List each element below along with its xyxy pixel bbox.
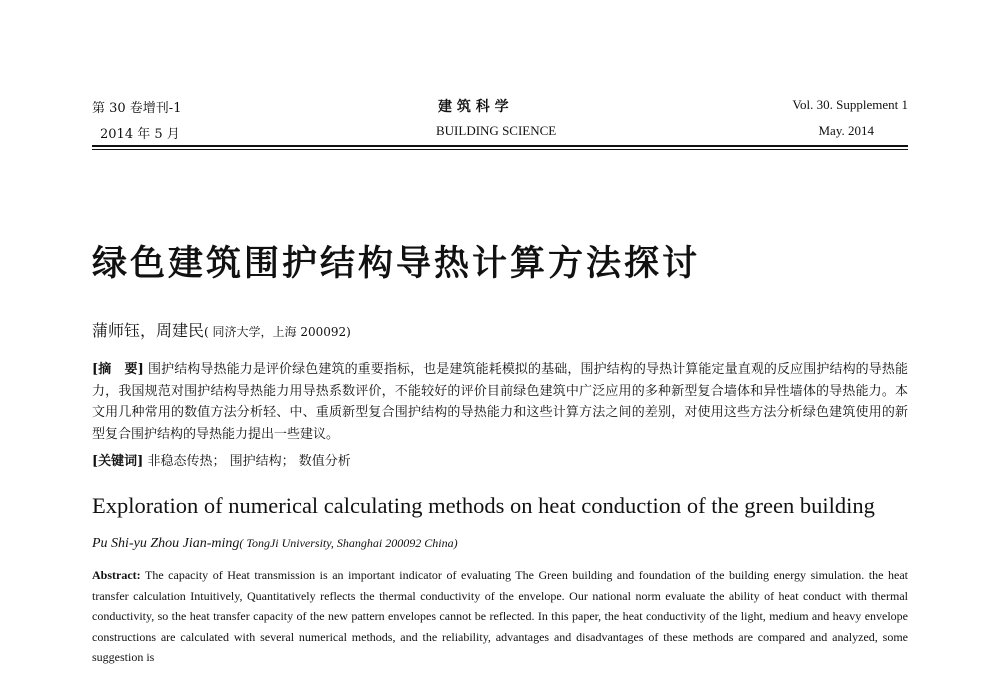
journal-name-cn: 建 筑 科 学 xyxy=(438,99,509,115)
abstract-en-label: Abstract: xyxy=(92,568,141,582)
author-names-en: Pu Shi-yu Zhou Jian-ming xyxy=(92,536,240,551)
author-names-cn: 蒲师钰，周建民 xyxy=(92,321,205,340)
authors-en xyxy=(92,536,458,552)
paper-title-en: Exploration of numerical calculating methods on heat conduction of the green building xyxy=(92,493,875,518)
keywords-cn-label: [关键词] xyxy=(92,454,144,469)
date-cn: 2014 年 5 月 xyxy=(100,127,180,142)
abstract-en-text: The capacity of Heat transmission is an important indicator of evaluating The Green building and foundation of the building energy simulation. the heat transfer calculation Intuitively, Quantitatively reflects the thermal conductivity of the envelope. Our national norm evaluate the ability of heat conduct with thermal conductivity, so the heat transfer capacity of the new pattern envelopes cannot be reflected. In this paper, the heat conductivity of the light, medium and heavy envelope constructions are calculated with several numerical methods, and the reliability, advantages and disadvantages of these methods are compared and analyzed, some suggestion is xyxy=(92,568,908,664)
header-rule-thin xyxy=(92,149,908,150)
abstract-cn-label: [摘 要] xyxy=(92,362,144,377)
abstract-cn-text: 围护结构导热能力是评价绿色建筑的重要指标，也是建筑能耗模拟的基础，围护结构的导热计算能定量直观的反应围护结构的导热能力，我国规范对围护结构导热能力用导热系数评价，不能较好的评价目前绿色建筑中广泛应用的多种新型复合墙体和异性墙体的导热能力。本文用几种常用的数值方法分析轻、中、重质新型复合围护结构的导热能力和这些计算方法之间的差别，对使用这些方法分析绿色建筑使用的新型复合围护结构的导热能力提出一些建议。 xyxy=(92,362,908,442)
header-rule-thick xyxy=(92,145,908,147)
keywords-cn xyxy=(92,450,351,469)
affiliation-en: ( TongJi University, Shanghai 200092 China) xyxy=(239,536,458,550)
date-en: May. 2014 xyxy=(818,123,874,138)
paper-title-cn: 绿色建筑围护结构导热计算方法探讨 xyxy=(92,243,701,284)
abstract-cn xyxy=(92,359,908,445)
volume-cn: 第 30 卷增刊-1 xyxy=(92,101,182,116)
volume-en: Vol. 30. Supplement 1 xyxy=(792,97,908,112)
affiliation-cn: ( 同济大学，上海 200092) xyxy=(204,325,351,339)
keywords-cn-text: 非稳态传热； 围护结构； 数值分析 xyxy=(147,454,351,469)
abstract-en xyxy=(92,565,908,668)
journal-name-en: BUILDING SCIENCE xyxy=(436,123,557,138)
authors-cn xyxy=(92,318,351,341)
